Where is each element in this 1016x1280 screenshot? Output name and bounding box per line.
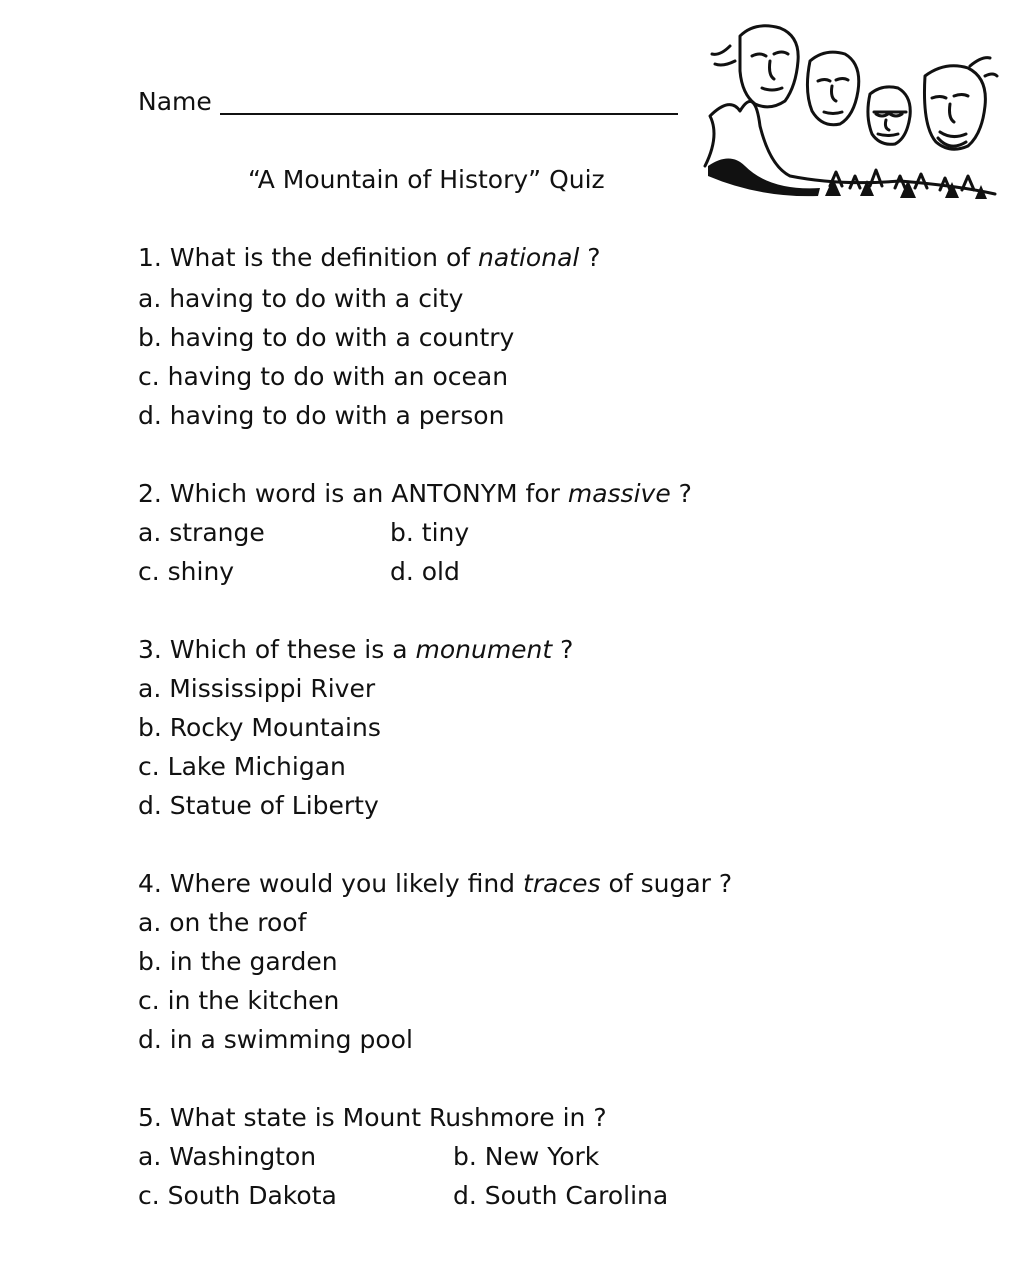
question-4-term: traces	[523, 869, 601, 898]
option-4d[interactable]: d. in a swimming pool	[138, 1025, 413, 1054]
option-5b[interactable]: b. New York	[453, 1142, 600, 1171]
option-2c[interactable]: c. shiny	[138, 557, 235, 586]
option-1b[interactable]: b. having to do with a country	[138, 323, 515, 352]
option-2d[interactable]: d. old	[390, 557, 460, 586]
option-5d[interactable]: d. South Carolina	[453, 1181, 669, 1210]
question-2-term: massive	[567, 479, 671, 508]
question-3: 3. Which of these is a monument ?	[138, 635, 574, 664]
question-4: 4. Where would you likely find traces of sugar ?	[138, 869, 733, 898]
question-5: 5. What state is Mount Rushmore in ?	[138, 1103, 607, 1132]
mount-rushmore-icon	[700, 16, 1000, 202]
name-label: Name	[138, 87, 212, 116]
option-4a[interactable]: a. on the roof	[138, 908, 307, 937]
question-3-term: monument	[415, 635, 553, 664]
option-2b[interactable]: b. tiny	[390, 518, 470, 547]
option-2a[interactable]: a. strange	[138, 518, 265, 547]
question-1-term: national	[478, 243, 580, 272]
option-1d[interactable]: d. having to do with a person	[138, 401, 505, 430]
name-blank-line[interactable]	[220, 113, 678, 115]
option-4c[interactable]: c. in the kitchen	[138, 986, 340, 1015]
option-3b[interactable]: b. Rocky Mountains	[138, 713, 381, 742]
question-1: 1. What is the definition of national ?	[138, 243, 601, 272]
option-5c[interactable]: c. South Dakota	[138, 1181, 337, 1210]
quiz-title: “A Mountain of History” Quiz	[248, 165, 605, 194]
option-1c[interactable]: c. having to do with an ocean	[138, 362, 509, 391]
option-3c[interactable]: c. Lake Michigan	[138, 752, 346, 781]
option-4b[interactable]: b. in the garden	[138, 947, 338, 976]
question-2: 2. Which word is an ANTONYM for massive ?	[138, 479, 692, 508]
option-1a[interactable]: a. having to do with a city	[138, 284, 464, 313]
option-3d[interactable]: d. Statue of Liberty	[138, 791, 379, 820]
option-5a[interactable]: a. Washington	[138, 1142, 317, 1171]
option-3a[interactable]: a. Mississippi River	[138, 674, 376, 703]
